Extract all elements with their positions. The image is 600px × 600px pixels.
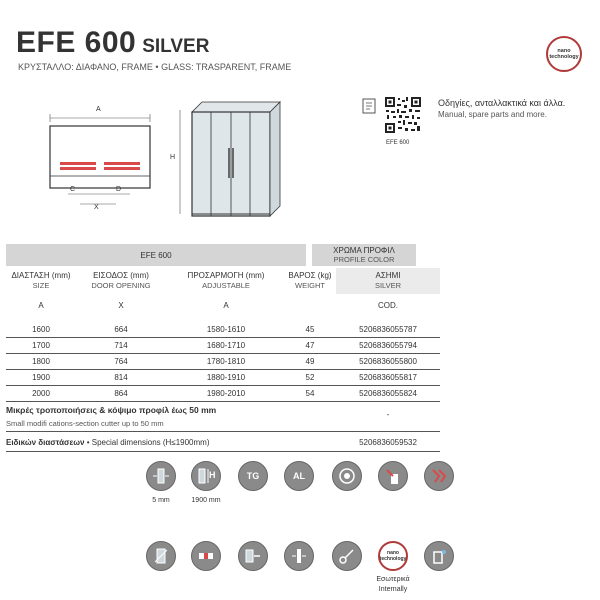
cell-size: 1800 (32, 357, 50, 366)
height-letter: H (209, 470, 216, 480)
cell-weight: 47 (305, 341, 315, 350)
adjustable-profile-icon (284, 541, 314, 571)
special-code: 5206836059532 (359, 438, 417, 447)
cell-door: 764 (114, 357, 128, 366)
col-weight-header (286, 271, 334, 291)
label-a: A (96, 106, 101, 113)
anti-slip-icon (424, 461, 454, 491)
modifications-row (6, 402, 440, 432)
group-label: EFE 600 (6, 244, 306, 266)
special-dimensions-row (6, 434, 440, 452)
easy-clean-icon (378, 461, 408, 491)
label-c: C (70, 186, 76, 193)
glass-thickness-caption: 5 mm (152, 497, 170, 504)
specification-table (6, 244, 440, 402)
col-door-en: DOOR OPENING (91, 281, 151, 290)
column-headers (6, 268, 440, 294)
cell-size: 1700 (32, 341, 50, 350)
table-row (6, 354, 440, 370)
col-size-gr: ΔΙΑΣΤΑΣΗ (mm) (11, 271, 71, 280)
col-door-gr: ΕΙΣΟΔΟΣ (mm) (93, 271, 149, 280)
height-icon (191, 461, 221, 491)
letter-size: A (38, 300, 44, 310)
cell-adjustable: 1680-1710 (206, 341, 246, 350)
tempered-glass-icon (238, 461, 268, 491)
profile-color-header (312, 244, 416, 266)
care-icon (424, 541, 454, 571)
nano-icon-line1: nano (387, 550, 399, 556)
col-size-header (6, 271, 76, 291)
cell-size: 2000 (32, 389, 50, 398)
modifications-gr: Μικρές τροποποιήσεις & κόψιμο προφίλ έως 50 mm (6, 405, 217, 415)
cell-weight: 54 (305, 389, 315, 398)
special-gr: Ειδικών διαστάσεων (6, 438, 85, 447)
cell-adjustable: 1980-2010 (206, 389, 246, 398)
col-size-en: SIZE (32, 281, 50, 290)
special-en: • Special dimensions (H≤1900mm) (86, 438, 210, 447)
col-weight-gr: ΒΑΡΟΣ (kg) (288, 271, 332, 280)
label-d: D (116, 186, 122, 193)
cell-door: 814 (114, 373, 128, 382)
logo-line1: nano (557, 48, 571, 54)
cell-door: 664 (114, 325, 128, 334)
col-adj-gr: ΠΡΟΣΑΡΜΟΓΗ (mm) (187, 271, 265, 280)
cell-door: 864 (114, 389, 128, 398)
qr-text-greek: Οδηγίες, ανταλλακτικά και άλλα. (438, 98, 566, 108)
column-letters (6, 294, 440, 316)
table-row (6, 322, 440, 338)
table-row (6, 338, 440, 354)
product-subtitle: ΚΡΥΣΤΑΛΛΟ: ΔΙΑΦΑΝΟ, FRAME • GLASS: TRASPARENT, FRAME (18, 62, 292, 72)
letter-cod: COD. (378, 300, 398, 310)
cell-size: 1900 (32, 373, 50, 382)
cutting-icon (332, 541, 362, 571)
cell-code: 5206836055800 (359, 357, 417, 366)
roller-icon (332, 461, 362, 491)
qr-block (362, 96, 592, 152)
profile-color-en: PROFILE COLOR (333, 255, 395, 264)
qr-code[interactable] (384, 96, 422, 138)
cell-code: 5206836055824 (359, 389, 417, 398)
col-adj-en: ADJUSTABLE (202, 281, 250, 290)
height-caption: 1900 mm (191, 497, 221, 504)
aluminium-icon (284, 461, 314, 491)
nano-caption-en: Internally (378, 586, 408, 593)
table-body (6, 322, 440, 402)
cell-size: 1600 (32, 325, 50, 334)
col-door-header (76, 271, 166, 291)
profile-color-gr: ΧΡΩΜΑ ΠΡΟΦΙΛ (333, 246, 395, 255)
cell-adjustable: 1580-1610 (206, 325, 246, 334)
product-title (16, 26, 209, 60)
nano-caption-gr: Εσωτερικά (376, 576, 410, 583)
cell-weight: 45 (305, 325, 315, 334)
cell-adjustable: 1780-1810 (206, 357, 246, 366)
finish-name: SILVER (142, 36, 210, 57)
cell-door: 714 (114, 341, 128, 350)
cell-weight: 52 (305, 373, 315, 382)
letter-adj: A (223, 300, 229, 310)
cell-code: 5206836055794 (359, 341, 417, 350)
nano-icon-line2: technology (379, 556, 407, 562)
col-color-en: SILVER (374, 281, 402, 290)
tempered-glass-text: TG (246, 471, 260, 481)
col-color-gr: ΑΣΗΜΙ (375, 271, 401, 280)
nano-technology-icon (378, 541, 408, 571)
aluminium-text: AL (293, 471, 305, 481)
cell-code: 5206836055787 (359, 325, 417, 334)
top-view-diagram (40, 104, 160, 214)
label-h: H (170, 154, 176, 161)
modifications-value: - (386, 410, 390, 419)
model-name: EFE 600 (16, 26, 137, 59)
qr-text-english: Manual, spare parts and more. (438, 110, 547, 119)
magnetic-seal-icon (191, 541, 221, 571)
modifications-en: Small modifi cations-section cutter up to 50 mm (6, 419, 164, 428)
glass-thickness-icon (146, 461, 176, 491)
reversible-icon (146, 541, 176, 571)
table-row (6, 370, 440, 386)
table-row (6, 386, 440, 402)
cell-weight: 49 (305, 357, 315, 366)
qr-caption: EFE 600 (386, 140, 410, 146)
letter-door: X (118, 300, 124, 310)
enclosure-3d-diagram (170, 98, 290, 228)
manual-document-icon (362, 98, 376, 114)
col-color-header (336, 268, 440, 294)
sliding-door-icon (238, 541, 268, 571)
cell-adjustable: 1880-1910 (206, 373, 246, 382)
cell-code: 5206836055817 (359, 373, 417, 382)
special-dimensions-text (6, 438, 210, 447)
col-weight-en: WEIGHT (295, 281, 325, 290)
nano-technology-logo (546, 36, 582, 72)
logo-line2: technology (549, 54, 579, 60)
col-adj-header (166, 271, 286, 291)
label-x: X (94, 204, 99, 211)
table-group-header (6, 244, 440, 266)
